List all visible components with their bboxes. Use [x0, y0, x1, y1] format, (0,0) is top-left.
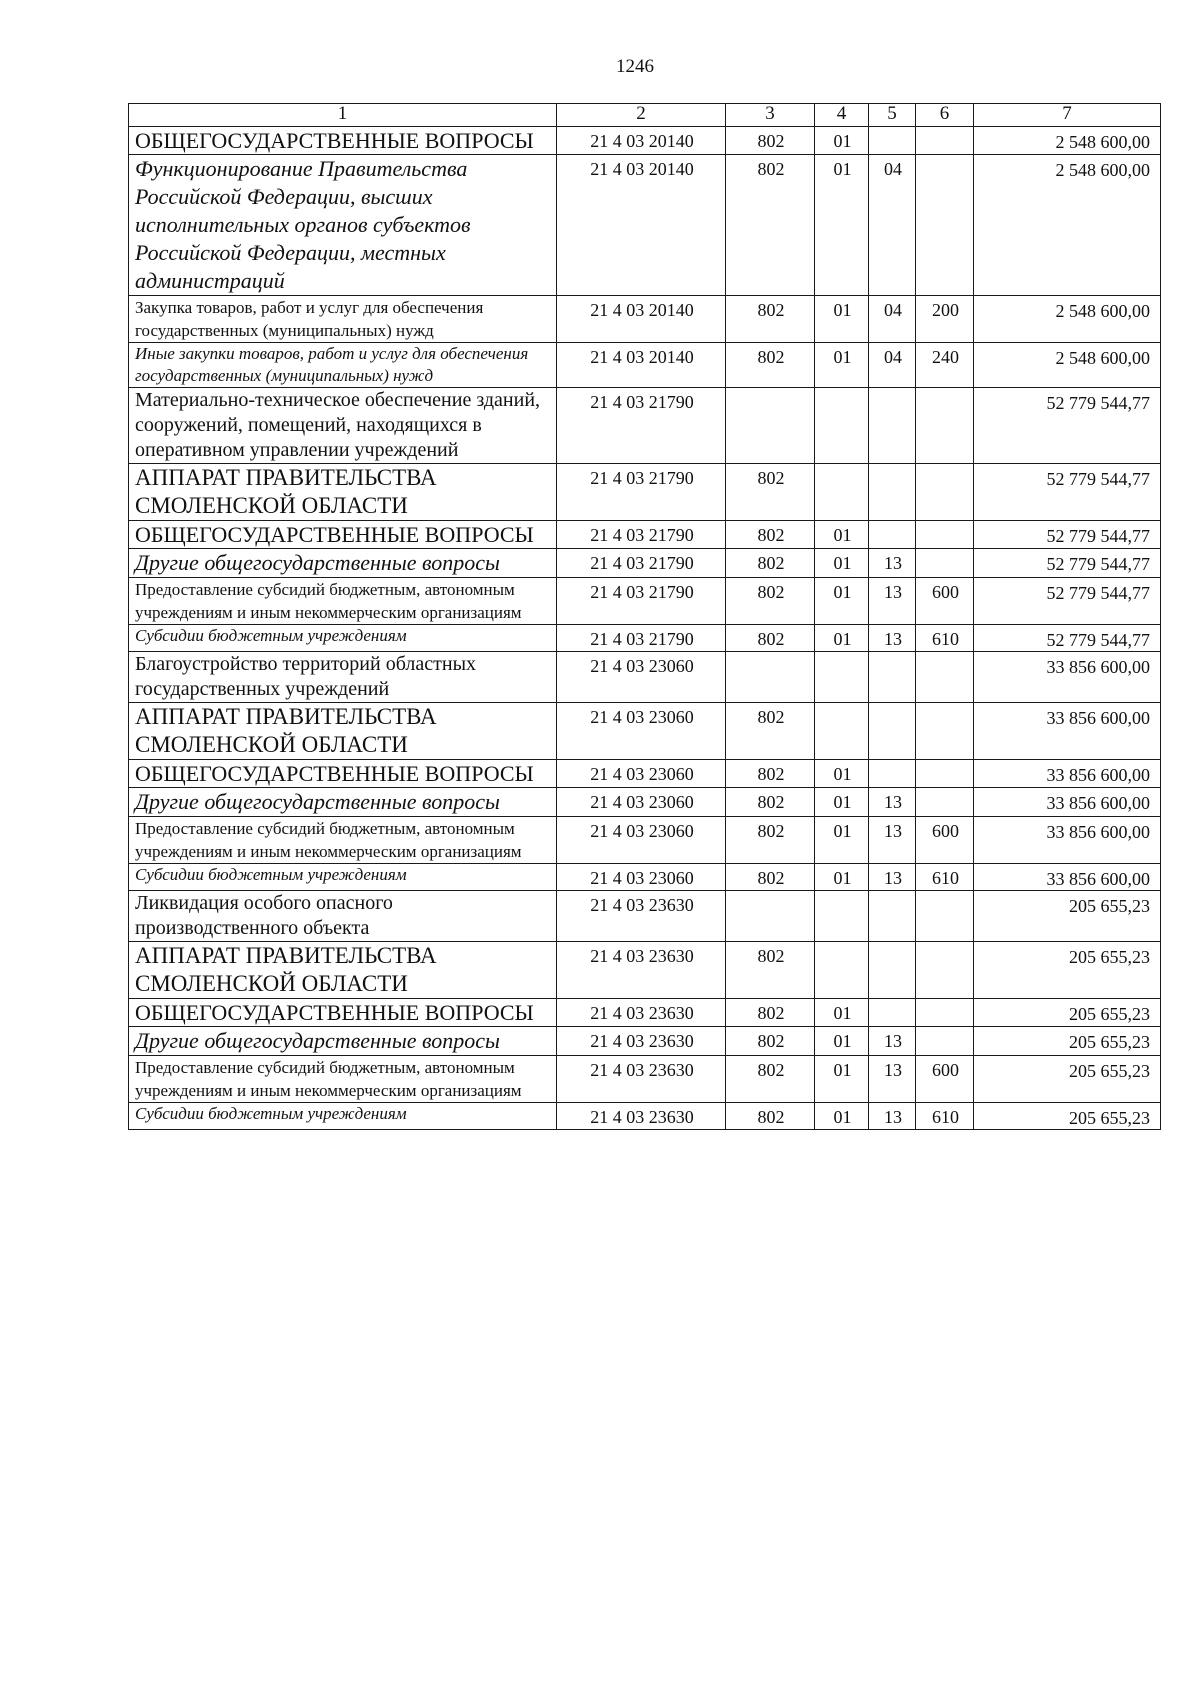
column-header-3: 3 [726, 104, 815, 127]
target-code-cell: 21 4 03 21790 [557, 388, 726, 464]
table-row [129, 864, 1161, 891]
item-name-cell: Функционирование Правительства Российской Федерации, высших исполнительных органов субъектов Российской Федерации, местных администраций [129, 155, 557, 296]
amount-cell: 2 548 600,00 [974, 343, 1161, 388]
table-row [129, 891, 1161, 942]
subsection-code-cell: 13 [869, 1103, 916, 1130]
ministry-code-cell: 802 [726, 127, 815, 155]
table-body [129, 127, 1161, 1130]
section-code-cell: 01 [815, 817, 869, 864]
expense-type-code-cell [916, 999, 974, 1027]
column-header-5: 5 [869, 104, 916, 127]
ministry-code-cell [726, 652, 815, 703]
table-row [129, 999, 1161, 1027]
item-name-cell: Предоставление субсидий бюджетным, автономным учреждениям и иным некоммерческим организациям [129, 578, 557, 625]
subsection-code-cell [869, 703, 916, 760]
subsection-code-cell: 13 [869, 788, 916, 817]
item-name-cell: Субсидии бюджетным учреждениям [129, 864, 557, 891]
expense-type-code-cell: 200 [916, 296, 974, 343]
ministry-code-cell: 802 [726, 703, 815, 760]
table-row [129, 464, 1161, 521]
budget-table [128, 103, 1161, 1130]
expense-type-code-cell [916, 760, 974, 788]
target-code-cell: 21 4 03 21790 [557, 625, 726, 652]
item-name-cell: Иные закупки товаров, работ и услуг для обеспечения государственных (муниципальных) нужд [129, 343, 557, 388]
amount-cell: 205 655,23 [974, 1056, 1161, 1103]
table-row [129, 788, 1161, 817]
amount-cell: 33 856 600,00 [974, 817, 1161, 864]
table-row [129, 703, 1161, 760]
amount-cell: 33 856 600,00 [974, 760, 1161, 788]
amount-cell: 52 779 544,77 [974, 521, 1161, 549]
table-row [129, 1056, 1161, 1103]
expense-type-code-cell [916, 942, 974, 999]
amount-cell: 2 548 600,00 [974, 296, 1161, 343]
ministry-code-cell [726, 891, 815, 942]
subsection-code-cell: 04 [869, 155, 916, 296]
section-code-cell: 01 [815, 625, 869, 652]
expense-type-code-cell: 600 [916, 817, 974, 864]
table-row [129, 155, 1161, 296]
table-row [129, 296, 1161, 343]
section-code-cell: 01 [815, 343, 869, 388]
section-code-cell: 01 [815, 521, 869, 549]
column-header-1: 1 [129, 104, 557, 127]
subsection-code-cell [869, 760, 916, 788]
amount-cell: 52 779 544,77 [974, 549, 1161, 578]
target-code-cell: 21 4 03 23060 [557, 817, 726, 864]
section-code-cell: 01 [815, 1027, 869, 1056]
ministry-code-cell: 802 [726, 864, 815, 891]
subsection-code-cell: 13 [869, 1056, 916, 1103]
table-row [129, 652, 1161, 703]
section-code-cell: 01 [815, 1056, 869, 1103]
amount-cell: 52 779 544,77 [974, 388, 1161, 464]
ministry-code-cell: 802 [726, 999, 815, 1027]
table-row [129, 625, 1161, 652]
expense-type-code-cell [916, 549, 974, 578]
expense-type-code-cell: 600 [916, 1056, 974, 1103]
table-row [129, 343, 1161, 388]
item-name-cell: Закупка товаров, работ и услуг для обеспечения государственных (муниципальных) нужд [129, 296, 557, 343]
target-code-cell: 21 4 03 21790 [557, 549, 726, 578]
column-header-6: 6 [916, 104, 974, 127]
subsection-code-cell: 13 [869, 817, 916, 864]
subsection-code-cell: 13 [869, 549, 916, 578]
amount-cell: 205 655,23 [974, 999, 1161, 1027]
target-code-cell: 21 4 03 23060 [557, 864, 726, 891]
expense-type-code-cell [916, 388, 974, 464]
target-code-cell: 21 4 03 23630 [557, 891, 726, 942]
expense-type-code-cell [916, 1027, 974, 1056]
section-code-cell [815, 891, 869, 942]
item-name-cell: Предоставление субсидий бюджетным, автономным учреждениям и иным некоммерческим организациям [129, 817, 557, 864]
target-code-cell: 21 4 03 21790 [557, 521, 726, 549]
ministry-code-cell: 802 [726, 760, 815, 788]
target-code-cell: 21 4 03 21790 [557, 464, 726, 521]
table-row [129, 942, 1161, 999]
section-code-cell: 01 [815, 760, 869, 788]
ministry-code-cell: 802 [726, 1056, 815, 1103]
table-row [129, 578, 1161, 625]
item-name-cell: Другие общегосударственные вопросы [129, 1027, 557, 1056]
section-code-cell [815, 388, 869, 464]
ministry-code-cell: 802 [726, 1027, 815, 1056]
target-code-cell: 21 4 03 20140 [557, 155, 726, 296]
section-code-cell [815, 703, 869, 760]
expense-type-code-cell [916, 521, 974, 549]
target-code-cell: 21 4 03 23630 [557, 1056, 726, 1103]
item-name-cell: Предоставление субсидий бюджетным, автономным учреждениям и иным некоммерческим организациям [129, 1056, 557, 1103]
ministry-code-cell: 802 [726, 549, 815, 578]
target-code-cell: 21 4 03 20140 [557, 343, 726, 388]
subsection-code-cell [869, 464, 916, 521]
target-code-cell: 21 4 03 23060 [557, 760, 726, 788]
amount-cell: 33 856 600,00 [974, 703, 1161, 760]
item-name-cell: Субсидии бюджетным учреждениям [129, 1103, 557, 1130]
amount-cell: 33 856 600,00 [974, 652, 1161, 703]
target-code-cell: 21 4 03 23060 [557, 652, 726, 703]
amount-cell: 52 779 544,77 [974, 625, 1161, 652]
target-code-cell: 21 4 03 23060 [557, 703, 726, 760]
amount-cell: 2 548 600,00 [974, 127, 1161, 155]
section-code-cell: 01 [815, 296, 869, 343]
expense-type-code-cell [916, 652, 974, 703]
expense-type-code-cell: 610 [916, 625, 974, 652]
amount-cell: 205 655,23 [974, 891, 1161, 942]
section-code-cell: 01 [815, 864, 869, 891]
table-row [129, 521, 1161, 549]
target-code-cell: 21 4 03 23060 [557, 788, 726, 817]
amount-cell: 205 655,23 [974, 1027, 1161, 1056]
subsection-code-cell: 13 [869, 1027, 916, 1056]
table-row [129, 817, 1161, 864]
subsection-code-cell: 04 [869, 343, 916, 388]
subsection-code-cell [869, 942, 916, 999]
amount-cell: 33 856 600,00 [974, 864, 1161, 891]
table-row [129, 1027, 1161, 1056]
item-name-cell: ОБЩЕГОСУДАРСТВЕННЫЕ ВОПРОСЫ [129, 521, 557, 549]
item-name-cell: Благоустройство территорий областных государственных учреждений [129, 652, 557, 703]
budget-table-container [128, 103, 1161, 1130]
ministry-code-cell: 802 [726, 464, 815, 521]
amount-cell: 2 548 600,00 [974, 155, 1161, 296]
amount-cell: 205 655,23 [974, 942, 1161, 999]
item-name-cell: АППАРАТ ПРАВИТЕЛЬСТВА СМОЛЕНСКОЙ ОБЛАСТИ [129, 703, 557, 760]
ministry-code-cell: 802 [726, 625, 815, 652]
amount-cell: 205 655,23 [974, 1103, 1161, 1130]
expense-type-code-cell [916, 127, 974, 155]
amount-cell: 33 856 600,00 [974, 788, 1161, 817]
item-name-cell: ОБЩЕГОСУДАРСТВЕННЫЕ ВОПРОСЫ [129, 127, 557, 155]
subsection-code-cell [869, 652, 916, 703]
item-name-cell: Другие общегосударственные вопросы [129, 549, 557, 578]
table-row [129, 760, 1161, 788]
ministry-code-cell [726, 388, 815, 464]
target-code-cell: 21 4 03 23630 [557, 999, 726, 1027]
subsection-code-cell: 04 [869, 296, 916, 343]
section-code-cell: 01 [815, 549, 869, 578]
item-name-cell: Ликвидация особого опасного производственного объекта [129, 891, 557, 942]
item-name-cell: АППАРАТ ПРАВИТЕЛЬСТВА СМОЛЕНСКОЙ ОБЛАСТИ [129, 942, 557, 999]
section-code-cell: 01 [815, 999, 869, 1027]
item-name-cell: Другие общегосударственные вопросы [129, 788, 557, 817]
target-code-cell: 21 4 03 20140 [557, 296, 726, 343]
ministry-code-cell: 802 [726, 296, 815, 343]
ministry-code-cell: 802 [726, 343, 815, 388]
expense-type-code-cell: 600 [916, 578, 974, 625]
item-name-cell: Субсидии бюджетным учреждениям [129, 625, 557, 652]
subsection-code-cell: 13 [869, 625, 916, 652]
section-code-cell [815, 464, 869, 521]
expense-type-code-cell: 240 [916, 343, 974, 388]
item-name-cell: ОБЩЕГОСУДАРСТВЕННЫЕ ВОПРОСЫ [129, 760, 557, 788]
amount-cell: 52 779 544,77 [974, 464, 1161, 521]
expense-type-code-cell: 610 [916, 1103, 974, 1130]
section-code-cell: 01 [815, 1103, 869, 1130]
ministry-code-cell: 802 [726, 521, 815, 549]
expense-type-code-cell [916, 155, 974, 296]
table-row [129, 549, 1161, 578]
table-row [129, 388, 1161, 464]
expense-type-code-cell [916, 891, 974, 942]
expense-type-code-cell [916, 703, 974, 760]
column-header-4: 4 [815, 104, 869, 127]
item-name-cell: Материально-техническое обеспечение зданий, сооружений, помещений, находящихся в оперативном управлении учреждений [129, 388, 557, 464]
ministry-code-cell: 802 [726, 817, 815, 864]
section-code-cell: 01 [815, 788, 869, 817]
ministry-code-cell: 802 [726, 1103, 815, 1130]
ministry-code-cell: 802 [726, 155, 815, 296]
column-header-2: 2 [557, 104, 726, 127]
subsection-code-cell [869, 891, 916, 942]
column-number-row [129, 104, 1161, 127]
subsection-code-cell [869, 127, 916, 155]
item-name-cell: ОБЩЕГОСУДАРСТВЕННЫЕ ВОПРОСЫ [129, 999, 557, 1027]
page-number: 1246 [616, 56, 654, 77]
ministry-code-cell: 802 [726, 578, 815, 625]
expense-type-code-cell: 610 [916, 864, 974, 891]
expense-type-code-cell [916, 464, 974, 521]
column-header-7: 7 [974, 104, 1161, 127]
subsection-code-cell: 13 [869, 578, 916, 625]
section-code-cell [815, 652, 869, 703]
target-code-cell: 21 4 03 23630 [557, 1027, 726, 1056]
section-code-cell: 01 [815, 155, 869, 296]
expense-type-code-cell [916, 788, 974, 817]
table-row [129, 1103, 1161, 1130]
section-code-cell: 01 [815, 578, 869, 625]
section-code-cell [815, 942, 869, 999]
target-code-cell: 21 4 03 20140 [557, 127, 726, 155]
item-name-cell: АППАРАТ ПРАВИТЕЛЬСТВА СМОЛЕНСКОЙ ОБЛАСТИ [129, 464, 557, 521]
target-code-cell: 21 4 03 23630 [557, 1103, 726, 1130]
table-row [129, 127, 1161, 155]
ministry-code-cell: 802 [726, 788, 815, 817]
subsection-code-cell [869, 999, 916, 1027]
section-code-cell: 01 [815, 127, 869, 155]
subsection-code-cell: 13 [869, 864, 916, 891]
subsection-code-cell [869, 388, 916, 464]
target-code-cell: 21 4 03 21790 [557, 578, 726, 625]
subsection-code-cell [869, 521, 916, 549]
amount-cell: 52 779 544,77 [974, 578, 1161, 625]
target-code-cell: 21 4 03 23630 [557, 942, 726, 999]
ministry-code-cell: 802 [726, 942, 815, 999]
